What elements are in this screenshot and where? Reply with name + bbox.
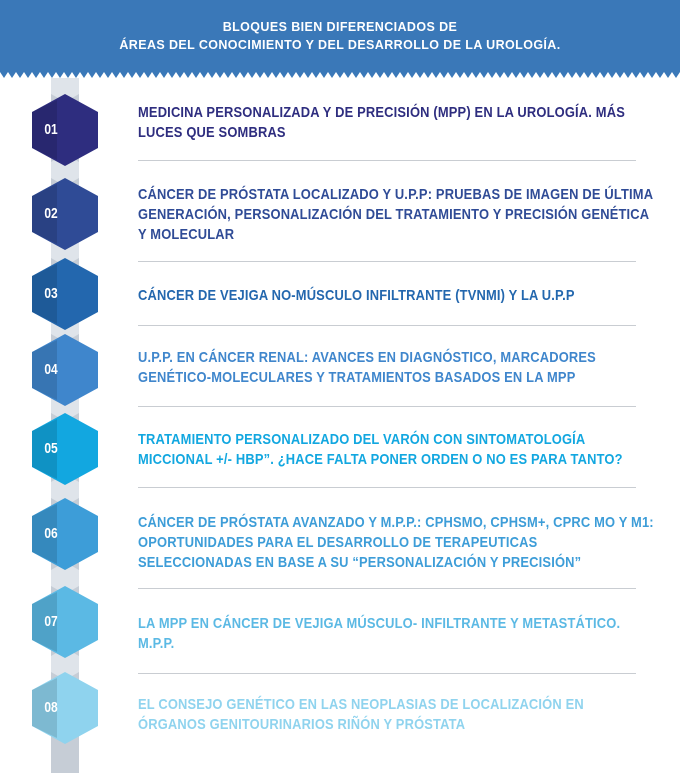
block-title-text: CÁNCER DE PRÓSTATA LOCALIZADO Y U.P.P: PRUEBAS DE IMAGEN DE ÚLTIMA GENERACIÓN, PERSONALIZACIÓN DEL TRATAMIENTO Y PRECISIÓN GENÉTICA Y MOLECULAR (138, 186, 653, 243)
header-banner (0, 0, 680, 72)
block-number: 06 (44, 525, 58, 542)
block-number: 01 (44, 121, 58, 138)
hexagon-spine (0, 78, 130, 773)
block-divider (138, 261, 636, 262)
block-title-text: LA MPP EN CÁNCER DE VEJIGA MÚSCULO- INFILTRANTE Y METASTÁTICO. M.P.P. (138, 615, 621, 652)
block-title-05 (138, 430, 623, 470)
block-number: 03 (44, 285, 58, 302)
block-divider (138, 673, 636, 674)
block-title-03 (138, 286, 585, 306)
block-title-02 (138, 185, 653, 245)
block-title-text: TRATAMIENTO PERSONALIZADO DEL VARÓN CON SINTOMATOLOGÍA MICCIONAL +/- HBP”. ¿HACE FALTA PONER ORDEN O NO ES PARA TANTO? (138, 431, 623, 468)
block-divider (138, 406, 636, 407)
header-zigzag-edge (0, 66, 680, 78)
block-divider (138, 588, 636, 589)
block-title-04 (138, 348, 596, 388)
block-title-text: U.P.P. EN CÁNCER RENAL: AVANCES EN DIAGNÓSTICO, MARCADORES GENÉTICO-MOLECULARES Y TRATAMIENTOS BASADOS EN LA MPP (138, 349, 596, 386)
block-title-08 (138, 695, 585, 735)
block-divider (138, 160, 636, 161)
block-number: 08 (44, 699, 58, 716)
block-title-text: CÁNCER DE PRÓSTATA AVANZADO Y M.P.P.: CPHSMO, CPHSM+, CPRC MO Y M1: OPORTUNIDADES PARA EL DESARROLLO DE TERAPEUTICAS SELECCIONADAS EN BASE A SU “PERSONALIZACIÓN Y PRECISIÓN” (138, 514, 654, 571)
block-number: 07 (44, 613, 58, 630)
block-title-07 (138, 614, 621, 654)
block-divider (138, 325, 636, 326)
block-title-text: MEDICINA PERSONALIZADA Y DE PRECISIÓN (MPP) EN LA UROLOGÍA. MÁS LUCES QUE SOMBRAS (138, 104, 625, 141)
header-title-line-1: BLOQUES BIEN DIFERENCIADOS DE (222, 20, 458, 34)
block-number: 02 (44, 205, 58, 222)
header-title-line-2: ÁREAS DEL CONOCIMIENTO Y DEL DESARROLLO DE LA UROLOGÍA. (119, 38, 561, 52)
block-title-text: EL CONSEJO GENÉTICO EN LAS NEOPLASIAS DE LOCALIZACIÓN EN ÓRGANOS GENITOURINARIOS RIÑÓN Y PRÓSTATA (138, 696, 584, 733)
block-divider (138, 487, 636, 488)
block-title-01 (138, 103, 625, 143)
block-number: 05 (44, 440, 58, 457)
block-number: 04 (44, 361, 58, 378)
block-title-06 (138, 513, 654, 573)
block-title-text: CÁNCER DE VEJIGA NO-MÚSCULO INFILTRANTE (TVNMI) Y LA U.P.P (138, 287, 575, 304)
